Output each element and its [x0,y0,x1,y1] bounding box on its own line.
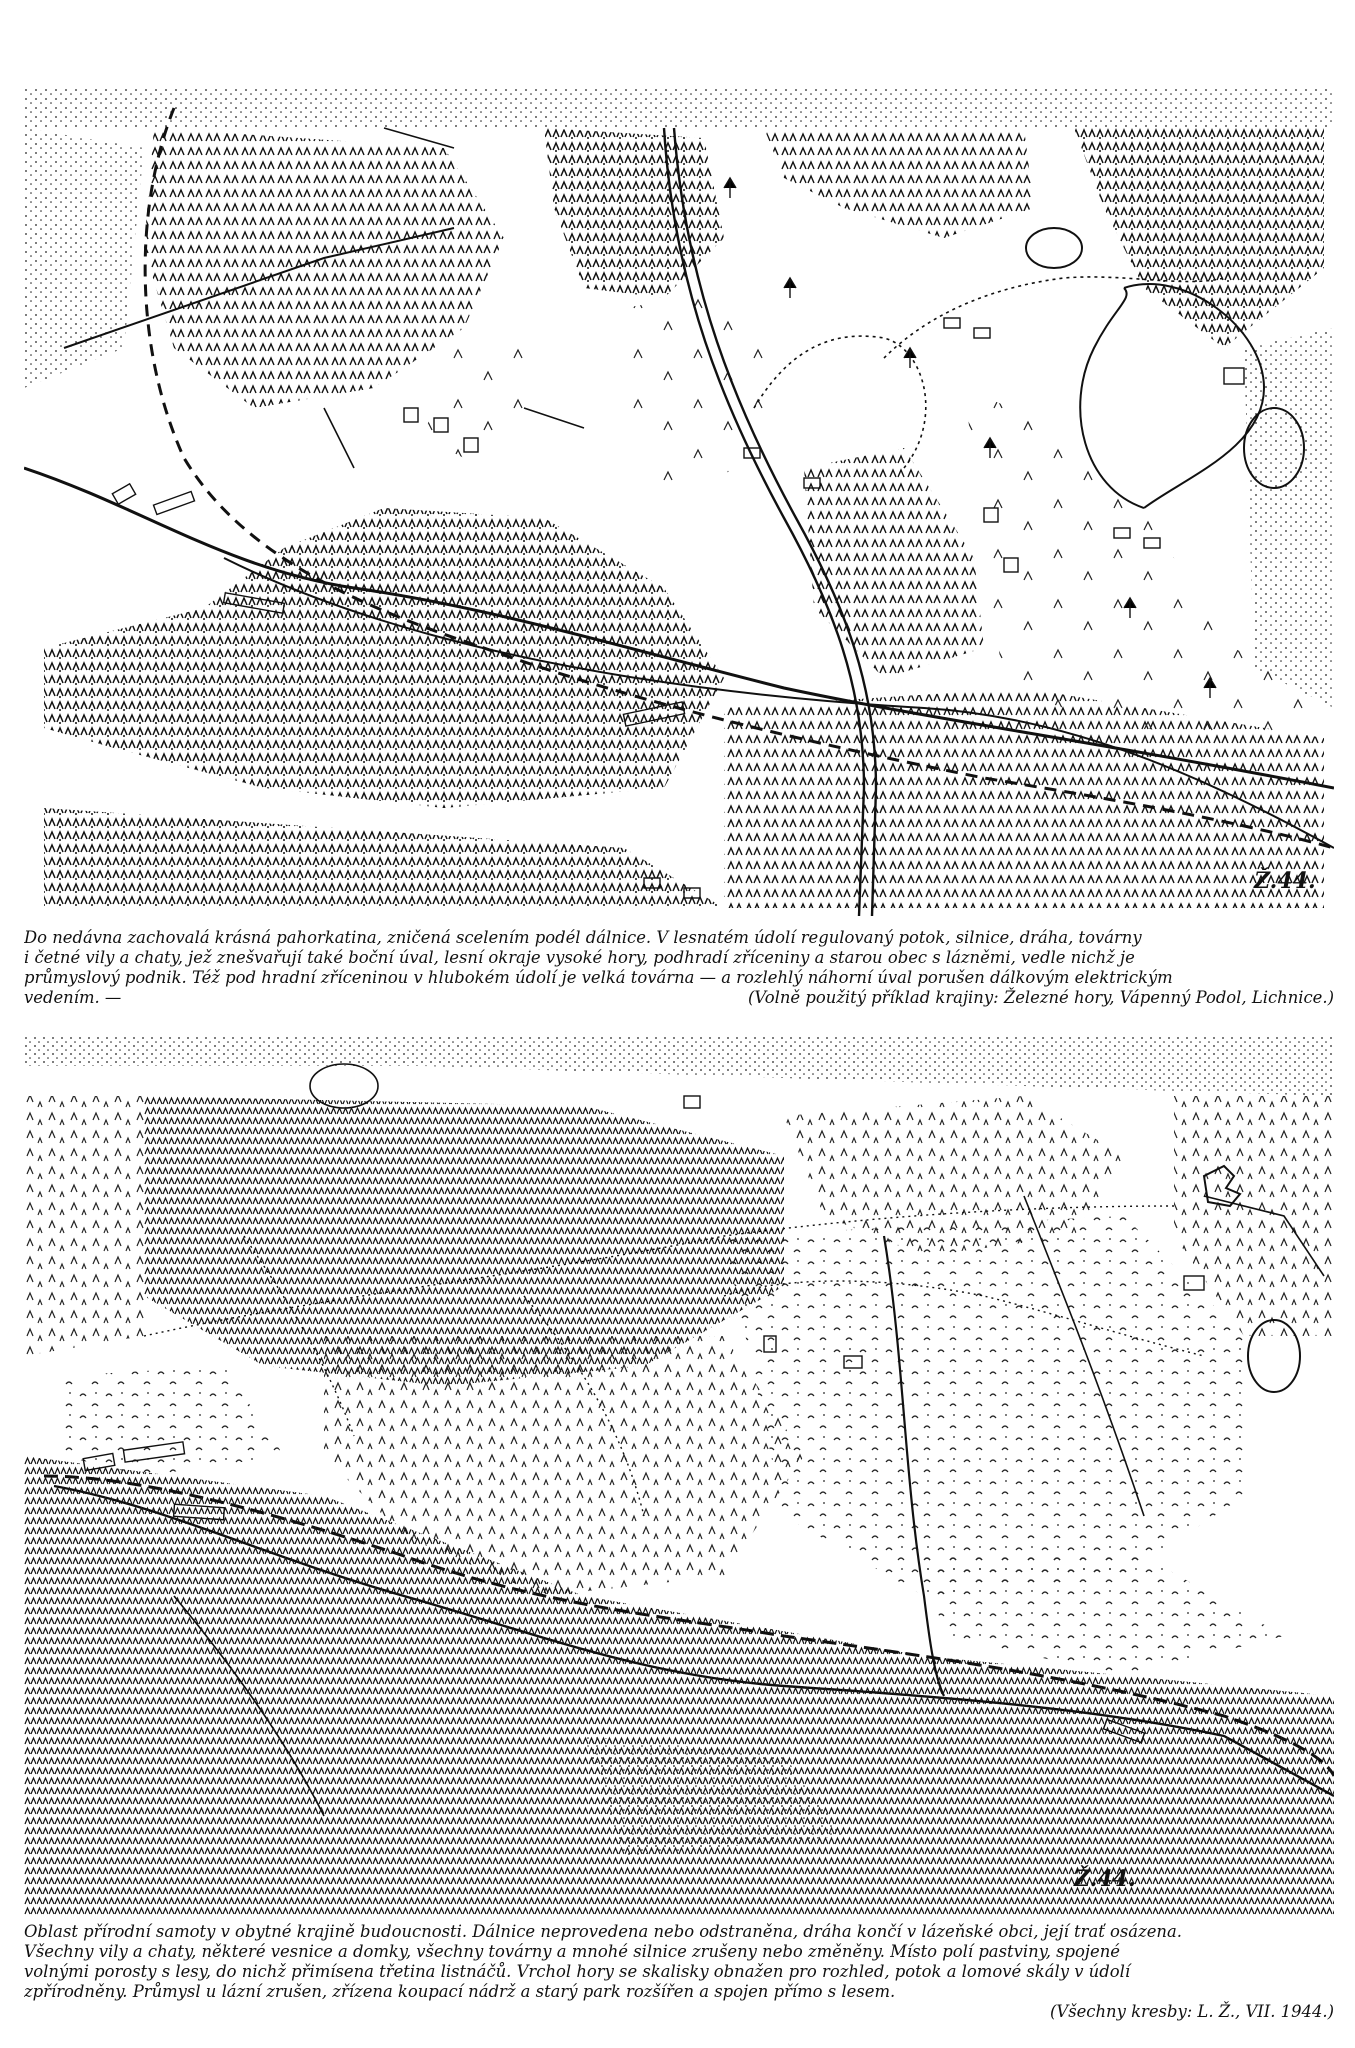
caption-top-source: (Volně použitý příklad krajiny: Železné hory, Vápenný Podol, Lichnice.) [748,988,1334,1007]
caption-bottom-line-2: Všechny vily a chaty, některé vesnice a domky, všechny továrny a mnohé silnice zrušeny nebo změněny. Místo polí pastviny, spojené [24,1942,1120,1961]
caption-bottom-credit: (Všechny kresby: L. Ž., VII. 1944.) [1049,2002,1334,2021]
caption-bottom-credit-line [24,2002,1334,2022]
caption-top [24,928,1334,1008]
map-top-drawing [24,88,1334,916]
map-bottom-drawing [24,1036,1334,1916]
caption-top-line-3: průmyslový podnik. Též pod hradní zříceninou v hlubokém údolí je velká továrna — a rozlehlý náhorní úval porušen dálkovým elektrickým [24,968,1173,987]
caption-bottom-line-3: volnými porosty s lesy, do nichž přimísena třetina listnáčů. Vrchol hory se skalisky obnažen pro rozhled, potok a lomové skály v údolí [24,1962,1131,1981]
caption-top-last-line [24,988,1334,1008]
caption-top-last-left: vedením. — [24,988,122,1007]
caption-bottom-line-4: zpřírodněny. Průmysl u lázní zrušen, zřízena koupací nádrž a starý park rozšířen a spojen přímo s lesem. [24,1982,896,2001]
map-bottom-forests [24,1036,1334,1916]
caption-top-line-2: i četné vily a chaty, jež znešvařují také boční úval, lesní okraje vysoké hory, podhradí zříceniny a starou obec s lázněmi, vedle nichž je [24,948,1135,967]
caption-bottom-line-1: Oblast přírodní samoty v obytné krajině budoucnosti. Dálnice neprovedena nebo odstraněna, dráha končí v lázeňské obci, její trať osázena. [24,1922,1182,1941]
caption-bottom [24,1922,1334,2022]
map-top-forests [44,128,1324,908]
map-top-signature: Ž.44. [1254,868,1316,894]
map-top [24,88,1334,916]
caption-top-line-1: Do nedávna zachovalá krásná pahorkatina, zničená scelením podél dálnice. V lesnatém údolí regulovaný potok, silnice, dráha, továrny [24,928,1142,947]
map-bottom-signature: Ž.44. [1074,1866,1136,1892]
map-bottom [24,1036,1334,1916]
